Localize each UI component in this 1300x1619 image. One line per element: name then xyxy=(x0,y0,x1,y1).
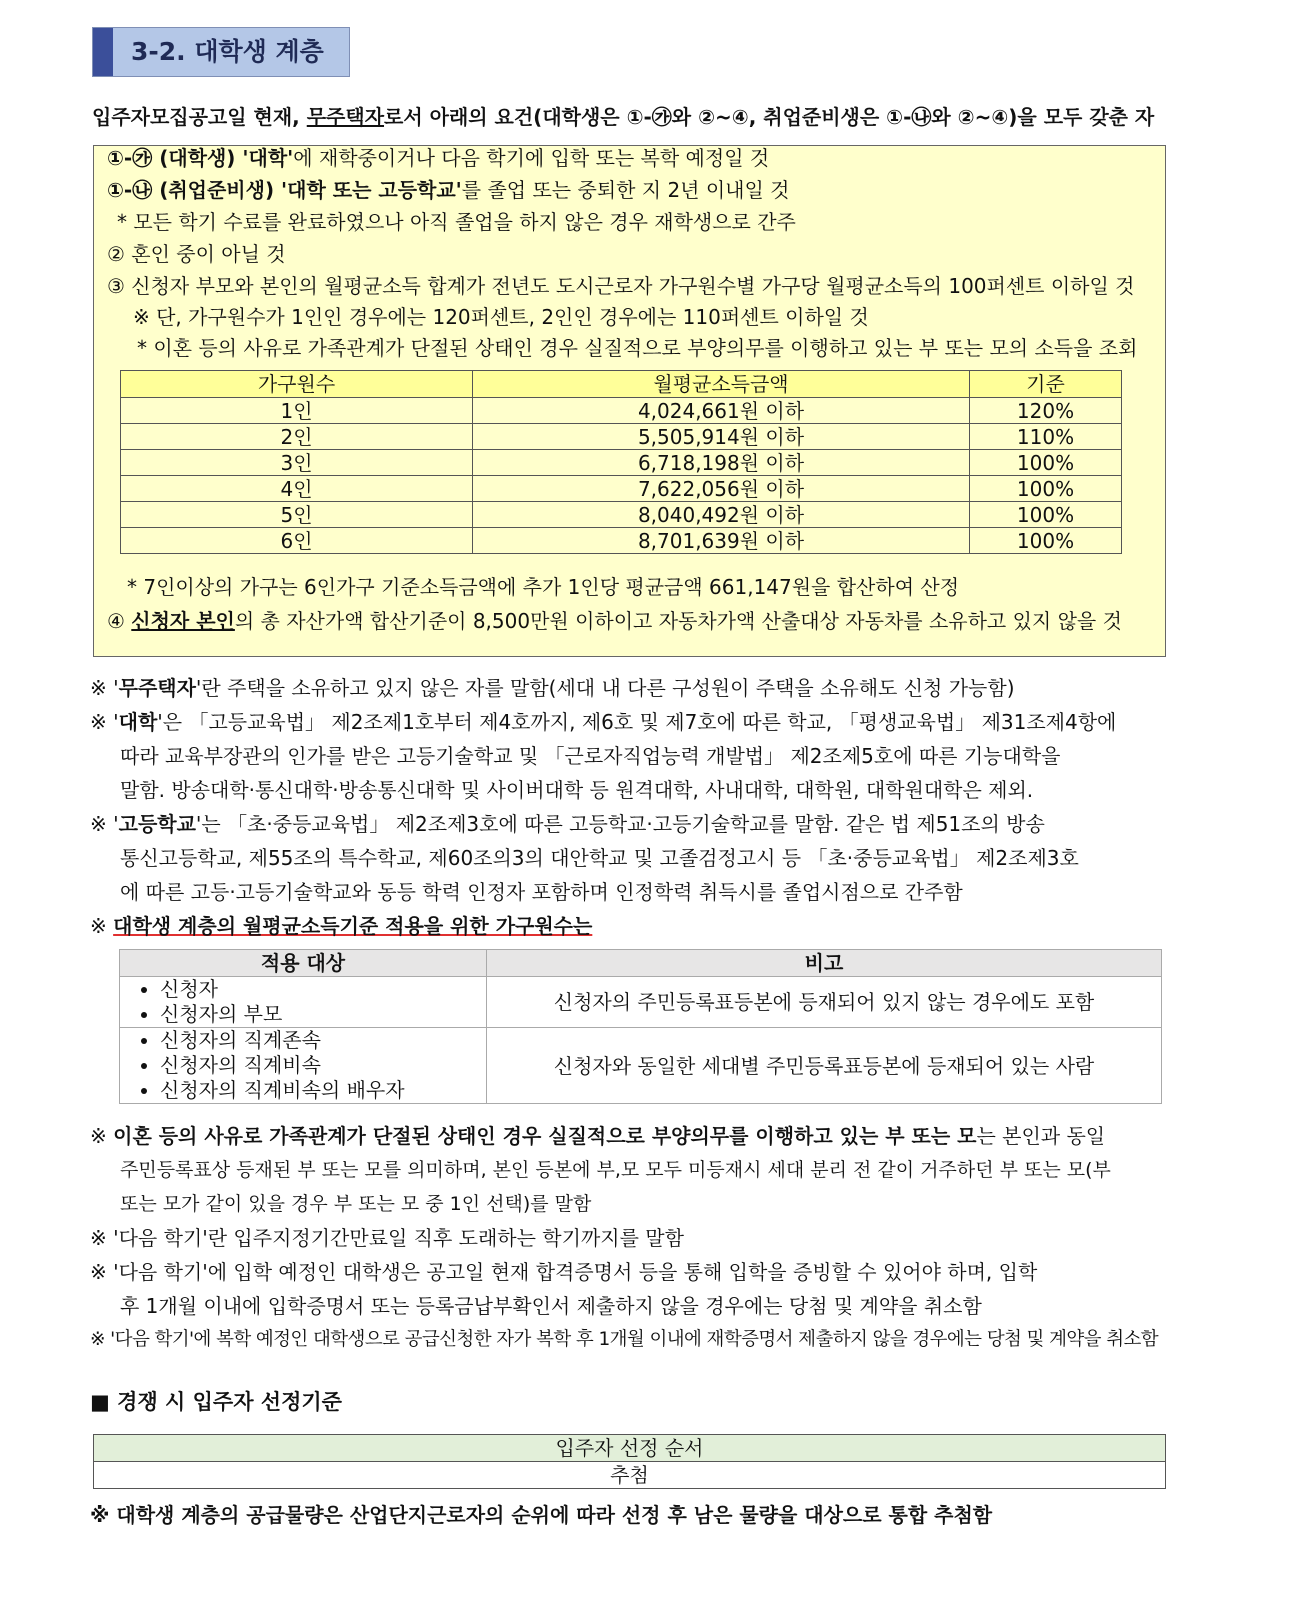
note-university-3: 말함. 방송대학·통신대학·방송통신대학 및 사이버대학 등 원격대학, 사내대학, 대학원, 대학원대학은 제외. xyxy=(120,778,1034,802)
cell: 신청자와 동일한 세대별 주민등록표등본에 등재되어 있는 사람 xyxy=(487,1028,1162,1104)
cell: 100% xyxy=(970,476,1122,502)
req-1a: ①-㉮ (대학생) '대학'에 재학중이거나 다음 학기에 입학 또는 복학 예정일 것 xyxy=(107,146,770,170)
selection-footnote: ※ 대학생 계층의 공급물량은 산업단지근로자의 순위에 따라 선정 후 남은 물량을 대상으로 통합 추첨함 xyxy=(90,1503,993,1527)
intro-text: 입주자모집공고일 현재, 무주택자로서 아래의 요건(대학생은 ①-㉮와 ②~④, 취업준비생은 ①-㉯와 ②~④)을 모두 갖춘 자 xyxy=(92,105,1155,129)
table-row xyxy=(121,424,1122,450)
note-highschool: ※ '고등학교'는 「초·중등교육법」 제2조제3호에 따른 고등학교·고등기술학교를 말함. 같은 법 제51조의 방송 xyxy=(90,812,1045,836)
list-item: • 신청자의 부모 xyxy=(160,1002,486,1027)
list-item: • 신청자의 직계비속 xyxy=(160,1053,486,1078)
cell: 120% xyxy=(970,398,1122,424)
cell: 5인 xyxy=(121,502,473,528)
cell: 6,718,198원 이하 xyxy=(473,450,970,476)
cell: 3인 xyxy=(121,450,473,476)
cell: 4인 xyxy=(121,476,473,502)
note-highschool-2: 통신고등학교, 제55조의 특수학교, 제60조의3의 대안학교 및 고졸검정고시 등 「초·중등교육법」 제2조제3호 xyxy=(120,846,1079,870)
table-row xyxy=(120,1028,1162,1104)
cell: 4,024,661원 이하 xyxy=(473,398,970,424)
note-university-2: 따라 교육부장관의 인가를 받은 고등기술학교 및 「근로자직업능력 개발법」 제2조제5호에 따른 기능대학을 xyxy=(120,744,1061,768)
cell: 8,701,639원 이하 xyxy=(473,528,970,554)
table-row xyxy=(94,1462,1166,1489)
income-header-amount: 월평균소득금액 xyxy=(473,371,970,398)
household-table xyxy=(119,949,1162,1104)
income-header-ratio: 기준 xyxy=(970,371,1122,398)
cell: 100% xyxy=(970,502,1122,528)
note-homeless: ※ '무주택자'란 주택을 소유하고 있지 않은 자를 말함(세대 내 다른 구성원이 주택을 소유해도 신청 가능함) xyxy=(90,676,1015,700)
cell: 신청자의 주민등록표등본에 등재되어 있지 않는 경우에도 포함 xyxy=(487,977,1162,1028)
table-row xyxy=(120,977,1162,1028)
table-row xyxy=(121,450,1122,476)
selection-heading: ■ 경쟁 시 입주자 선정기준 xyxy=(90,1390,342,1414)
req-3b: * 이혼 등의 사유로 가족관계가 단절된 상태인 경우 실질적으로 부양의무를 이행하고 있는 부 또는 모의 소득을 조회 xyxy=(137,336,1138,360)
cell: 7,622,056원 이하 xyxy=(473,476,970,502)
req-2: ② 혼인 중이 아닐 것 xyxy=(107,242,286,266)
note-admission: ※ '다음 학기'에 입학 예정인 대학생은 공고일 현재 합격증명서 등을 통해 입학을 증빙할 수 있어야 하며, 입학 xyxy=(90,1260,1038,1284)
req-3c: * 7인이상의 가구는 6인가구 기준소득금액에 추가 1인당 평균금액 661,147원을 합산하여 산정 xyxy=(127,575,960,599)
note-divorce-2: 주민등록표상 등재된 부 또는 모를 의미하며, 본인 등본에 부,모 모두 미등재시 세대 분리 전 같이 거주하던 부 또는 모(부 xyxy=(120,1159,1111,1181)
req-3a: ※ 단, 가구원수가 1인인 경우에는 120퍼센트, 2인인 경우에는 110퍼센트 이하일 것 xyxy=(133,305,869,329)
note-divorce-3: 또는 모가 같이 있을 경우 부 또는 모 중 1인 선택)를 말함 xyxy=(120,1193,592,1215)
table-row xyxy=(121,476,1122,502)
req-1c: * 모든 학기 수료를 완료하였으나 아직 졸업을 하지 않은 경우 재학생으로 간주 xyxy=(117,210,796,234)
req-1b: ①-㉯ (취업준비생) '대학 또는 고등학교'를 졸업 또는 중퇴한 지 2년 이내일 것 xyxy=(107,178,790,202)
selection-header: 입주자 선정 순서 xyxy=(94,1435,1166,1462)
note-admission-2: 후 1개월 이내에 입학증명서 또는 등록금납부확인서 제출하지 않을 경우에는 당첨 및 계약을 취소함 xyxy=(120,1294,982,1318)
income-header-size: 가구원수 xyxy=(121,371,473,398)
cell: 5,505,914원 이하 xyxy=(473,424,970,450)
selection-table xyxy=(93,1434,1166,1489)
selection-value: 추첨 xyxy=(94,1462,1166,1489)
cell: 110% xyxy=(970,424,1122,450)
req-4: ④ 신청자 본인의 총 자산가액 합산기준이 8,500만원 이하이고 자동차가액 산출대상 자동차를 소유하고 있지 않을 것 xyxy=(107,609,1122,633)
household-header-note: 비고 xyxy=(487,950,1162,977)
cell: 8,040,492원 이하 xyxy=(473,502,970,528)
title-accent-bar xyxy=(93,28,113,76)
table-row xyxy=(121,502,1122,528)
income-table xyxy=(120,370,1122,554)
household-header-target: 적용 대상 xyxy=(120,950,487,977)
section-title: 3-2. 대학생 계층 xyxy=(131,37,324,66)
cell: 2인 xyxy=(121,424,473,450)
list-item: • 신청자 xyxy=(160,977,486,1002)
table-row xyxy=(121,528,1122,554)
list-item: • 신청자의 직계존속 xyxy=(160,1028,486,1053)
note-household: ※ 대학생 계층의 월평균소득기준 적용을 위한 가구원수는 xyxy=(90,914,593,938)
list-item: • 신청자의 직계비속의 배우자 xyxy=(160,1078,486,1103)
cell: 1인 xyxy=(121,398,473,424)
note-university: ※ '대학'은 「고등교육법」 제2조제1호부터 제4호까지, 제6호 및 제7호에 따른 학교, 「평생교육법」 제31조제4항에 xyxy=(90,710,1117,734)
cell: 100% xyxy=(970,450,1122,476)
req-3: ③ 신청자 부모와 본인의 월평균소득 합계가 전년도 도시근로자 가구원수별 가구당 월평균소득의 100퍼센트 이하일 것 xyxy=(107,274,1135,298)
note-highschool-3: 에 따른 고등·고등기술학교와 동등 학력 인정자 포함하며 인정학력 취득시를 졸업시점으로 간주함 xyxy=(120,880,963,904)
note-next-semester: ※ '다음 학기'란 입주지정기간만료일 직후 도래하는 학기까지를 말함 xyxy=(90,1226,684,1250)
table-row xyxy=(121,398,1122,424)
cell: 6인 xyxy=(121,528,473,554)
note-return: ※ '다음 학기'에 복학 예정인 대학생으로 공급신청한 자가 복학 후 1개월 이내에 재학증명서 제출하지 않을 경우에는 당첨 및 계약을 취소함 xyxy=(90,1329,1159,1350)
section-title-box xyxy=(92,27,350,77)
cell: 100% xyxy=(970,528,1122,554)
note-divorce: ※ 이혼 등의 사유로 가족관계가 단절된 상태인 경우 실질적으로 부양의무를 이행하고 있는 부 또는 모는 본인과 동일 xyxy=(90,1124,1106,1148)
